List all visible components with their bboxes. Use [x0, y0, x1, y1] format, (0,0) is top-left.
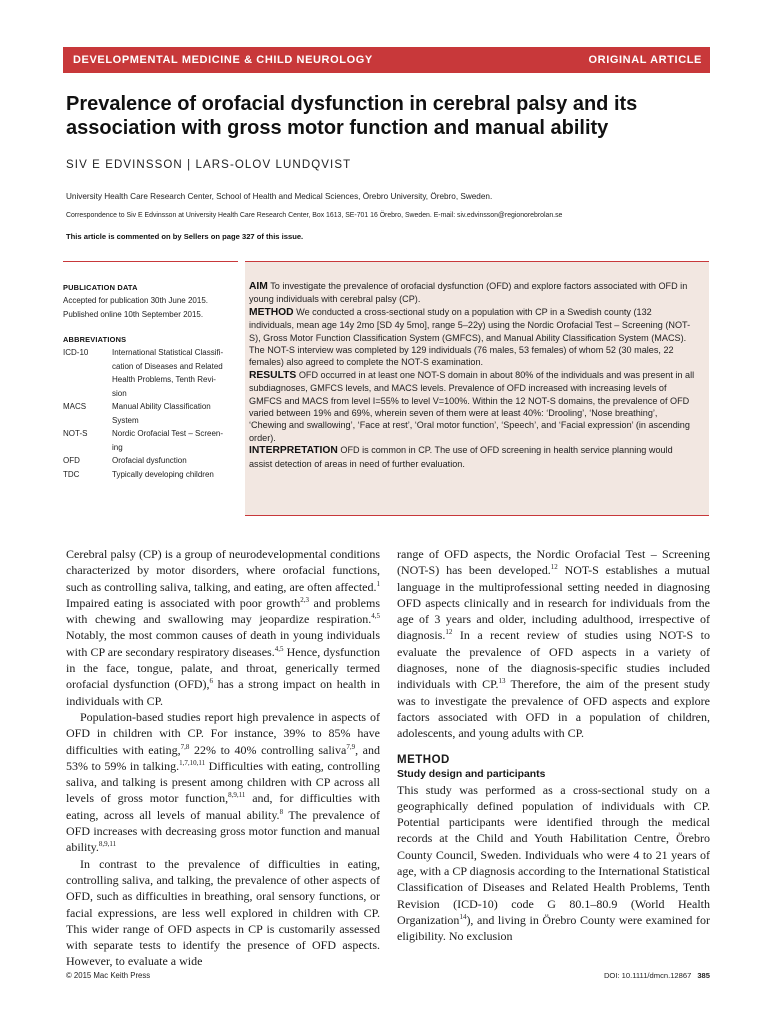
- author-list: SIV E EDVINSSON | LARS-OLOV LUNDQVIST: [66, 159, 352, 171]
- abbreviation-key: ICD-10: [63, 348, 89, 357]
- abbreviation-definition: Typically developing children: [112, 469, 214, 479]
- commentary-note: This article is commented on by Sellers on page 327 of this issue.: [66, 232, 304, 241]
- body-paragraph: This study was performed as a cross-sectional study on a geographically defined population of individuals with CP. Potential participants were identified through the medical records at the Child and Youth Habilitation Centre, Örebro County Council, Sweden. Individuals who were 4 to 21 years of age, with a CP diagnosis according to the International Statistical Classification of Diseases and Related Health Problems, Tenth Revision (ICD-10) code G 80.1–80.9 (World Health Organization$^{14}$), and living in Örebro County were examined for eligibility. No exclusion: [397, 782, 710, 944]
- abbreviation-key: OFD: [63, 456, 80, 465]
- abbreviations-list: [63, 346, 238, 481]
- body-paragraph: In contrast to the prevalence of difficulties in eating, controlling saliva, and talking, the prevalence of other aspects of OFD, such as difficulties in breathing, oral sensory functions, or facial expressions, are less well explored in children with CP. This wider range of OFD aspects in CP is customarily assessed with separate tests to identify the presence of OFD aspects. However, to evaluate a wide: [66, 856, 380, 969]
- abbreviation-item: [63, 454, 238, 468]
- study-design-heading: Study design and participants: [397, 768, 546, 780]
- affiliation: University Health Care Research Center, School of Health and Medical Sciences, Örebro University, Örebro, Sweden.: [66, 192, 493, 201]
- journal-name: DEVELOPMENTAL MEDICINE & CHILD NEUROLOGY: [73, 54, 373, 66]
- footer-doi-block: [580, 971, 710, 980]
- title-line: association with gross motor function and manual ability: [66, 117, 609, 139]
- body-column-left: [66, 546, 380, 970]
- doi: DOI: 10.1111/dmcn.12867: [603, 971, 692, 980]
- body-paragraph: Population-based studies report high prevalence in aspects of OFD in children with CP. For instance, 39% to 85% have difficulties with eating,$^{7,8}$ 22% to 40% controlling saliva$^{7,9}$, and 53% to 59% in talking.$^{1,7,10,11}$ Difficulties with eating, controlling saliva, and talking is present among children with CP across all levels of gross motor function,$^{8,9,11}$ and, for difficulties with eating, across all levels of manual ability.$^8$ The prevalence of OFD increases with decreasing gross motor function and manual ability.$^{8,9,11}$: [66, 709, 380, 855]
- abstract-method: METHOD We conducted a cross-sectional study on a population with CP in a Swedish county (132 individuals, mean age 14y 2mo [SD 4y 5mo], range 5–22y) using the Nordic Orofacial Test – Screening (NOT-S), Gross Motor Function Classification System (GMFCS), and Manual Ability Classification System (MACS). The NOT-S interview was completed by 129 individuals (76 males, 53 females) of whom 52 (30 males, 22 females) also agreed to complete the NOT-S examination.: [249, 306, 691, 368]
- abstract-box: [245, 261, 709, 516]
- abbreviation-item: [63, 468, 238, 482]
- body-paragraph: range of OFD aspects, the Nordic Orofacial Test – Screening (NOT-S) has been developed.$^{12}$ NOT-S establishes a mutual language in the multiprofessional setting needed in diagnosing OFD aspects clinically and in research for individuals from the age of 3 years and older, including adulthood, irrespective of diagnosis.$^{12}$ In a recent review of studies using NOT-S to evaluate the prevalence of OFD aspects in a variety of diagnoses, none of the diagnosis-specific studies included individuals with CP.$^{13}$ Therefore, the aim of the present study was to investigate the prevalence of OFD aspects and explore factors associated with OFD in a population of children, adolescents, and young adults with CP.: [397, 547, 711, 741]
- article-type: ORIGINAL ARTICLE: [588, 54, 702, 66]
- body-paragraph: Cerebral palsy (CP) is a group of neurodevelopmental conditions characterized by motor disorders, where orofacial functions, such as controlling saliva, talking, and eating, are often affected.$^1$ Impaired eating is associated with poor growth$^{2,3}$ and problems with chewing and swallowing may jeopardize respiration.$^{4,5}$ Notably, the most common causes of death in young individuals with CP are secondary respiratory diseases.$^{4,5}$ Hence, dysfunction in the face, tongue, palate, and throat, generically termed orofacial dysfunction (OFD),$^6$ has a strong impact on health in individuals with CP.: [66, 547, 381, 708]
- page-number: 385: [697, 971, 710, 980]
- body-column-right: [397, 546, 710, 945]
- abbreviation-key: TDC: [63, 469, 80, 479]
- publication-panel: [63, 261, 238, 518]
- method-heading: METHOD: [397, 753, 450, 766]
- abstract-aim: AIM To investigate the prevalence of orofacial dysfunction (OFD) and explore factors associated with OFD in young individuals with cerebral palsy (CP).: [249, 281, 688, 305]
- abbreviation-item: [63, 346, 238, 400]
- copyright: © 2015 Mac Keith Press: [66, 971, 151, 980]
- abbreviation-definition: International Statistical Classifi- cation of Diseases and Related Health Problems, Tenth Revi- sion: [112, 348, 224, 398]
- journal-header-bar: [63, 47, 710, 73]
- abbreviation-item: [63, 400, 238, 427]
- publication-heading: PUBLICATION DATA: [63, 283, 138, 292]
- title-line: Prevalence of orofacial dysfunction in cerebral palsy and its: [66, 93, 638, 115]
- abbreviation-definition: Nordic Orofacial Test – Screen- ing: [112, 429, 224, 452]
- abbreviation-definition: Orofacial dysfunction: [112, 456, 187, 465]
- accepted-date: Accepted for publication 30th June 2015.: [63, 296, 208, 305]
- correspondence: Correspondence to Siv E Edvinsson at University Health Care Research Center, Box 1613, SE-701 16 Örebro, Sweden. E-mail: siv.edvinsson@regionorebrolan.se: [66, 212, 563, 219]
- abbreviation-item: [63, 427, 238, 454]
- abbreviation-key: MACS: [63, 402, 87, 411]
- abbreviation-key: NOT-S: [63, 429, 88, 438]
- abbreviation-definition: Manual Ability Classification System: [112, 402, 211, 425]
- abbreviations-heading: ABBREVIATIONS: [63, 335, 127, 344]
- abstract-results: RESULTS OFD occurred in at least one NOT-S domain in about 80% of the individuals and was present in all subdiagnoses, GMFCS levels, and MACS levels. Prevalence of OFD increased with increasing levels of GMFCS and MACS from level I=55% to level V=100%. Within the 12 NOT-S domains, the prevalence of OFD varied between 19% and 69%, wherein seven of them were at least 40%: ‘Drooling’, ‘Nose breathing’, ‘Chewing and swallowing’, ‘Face at rest’, ‘Oral motor function’, ‘Speech’, and ‘Facial expression’ (in ascending order).: [249, 369, 695, 443]
- abstract-interpretation: INTERPRETATION OFD is common in CP. The use of OFD screening in health service planning would assist detection of areas in need of further evaluation.: [249, 445, 673, 469]
- article-title: [66, 92, 706, 140]
- published-date: Published online 10th September 2015.: [63, 309, 204, 319]
